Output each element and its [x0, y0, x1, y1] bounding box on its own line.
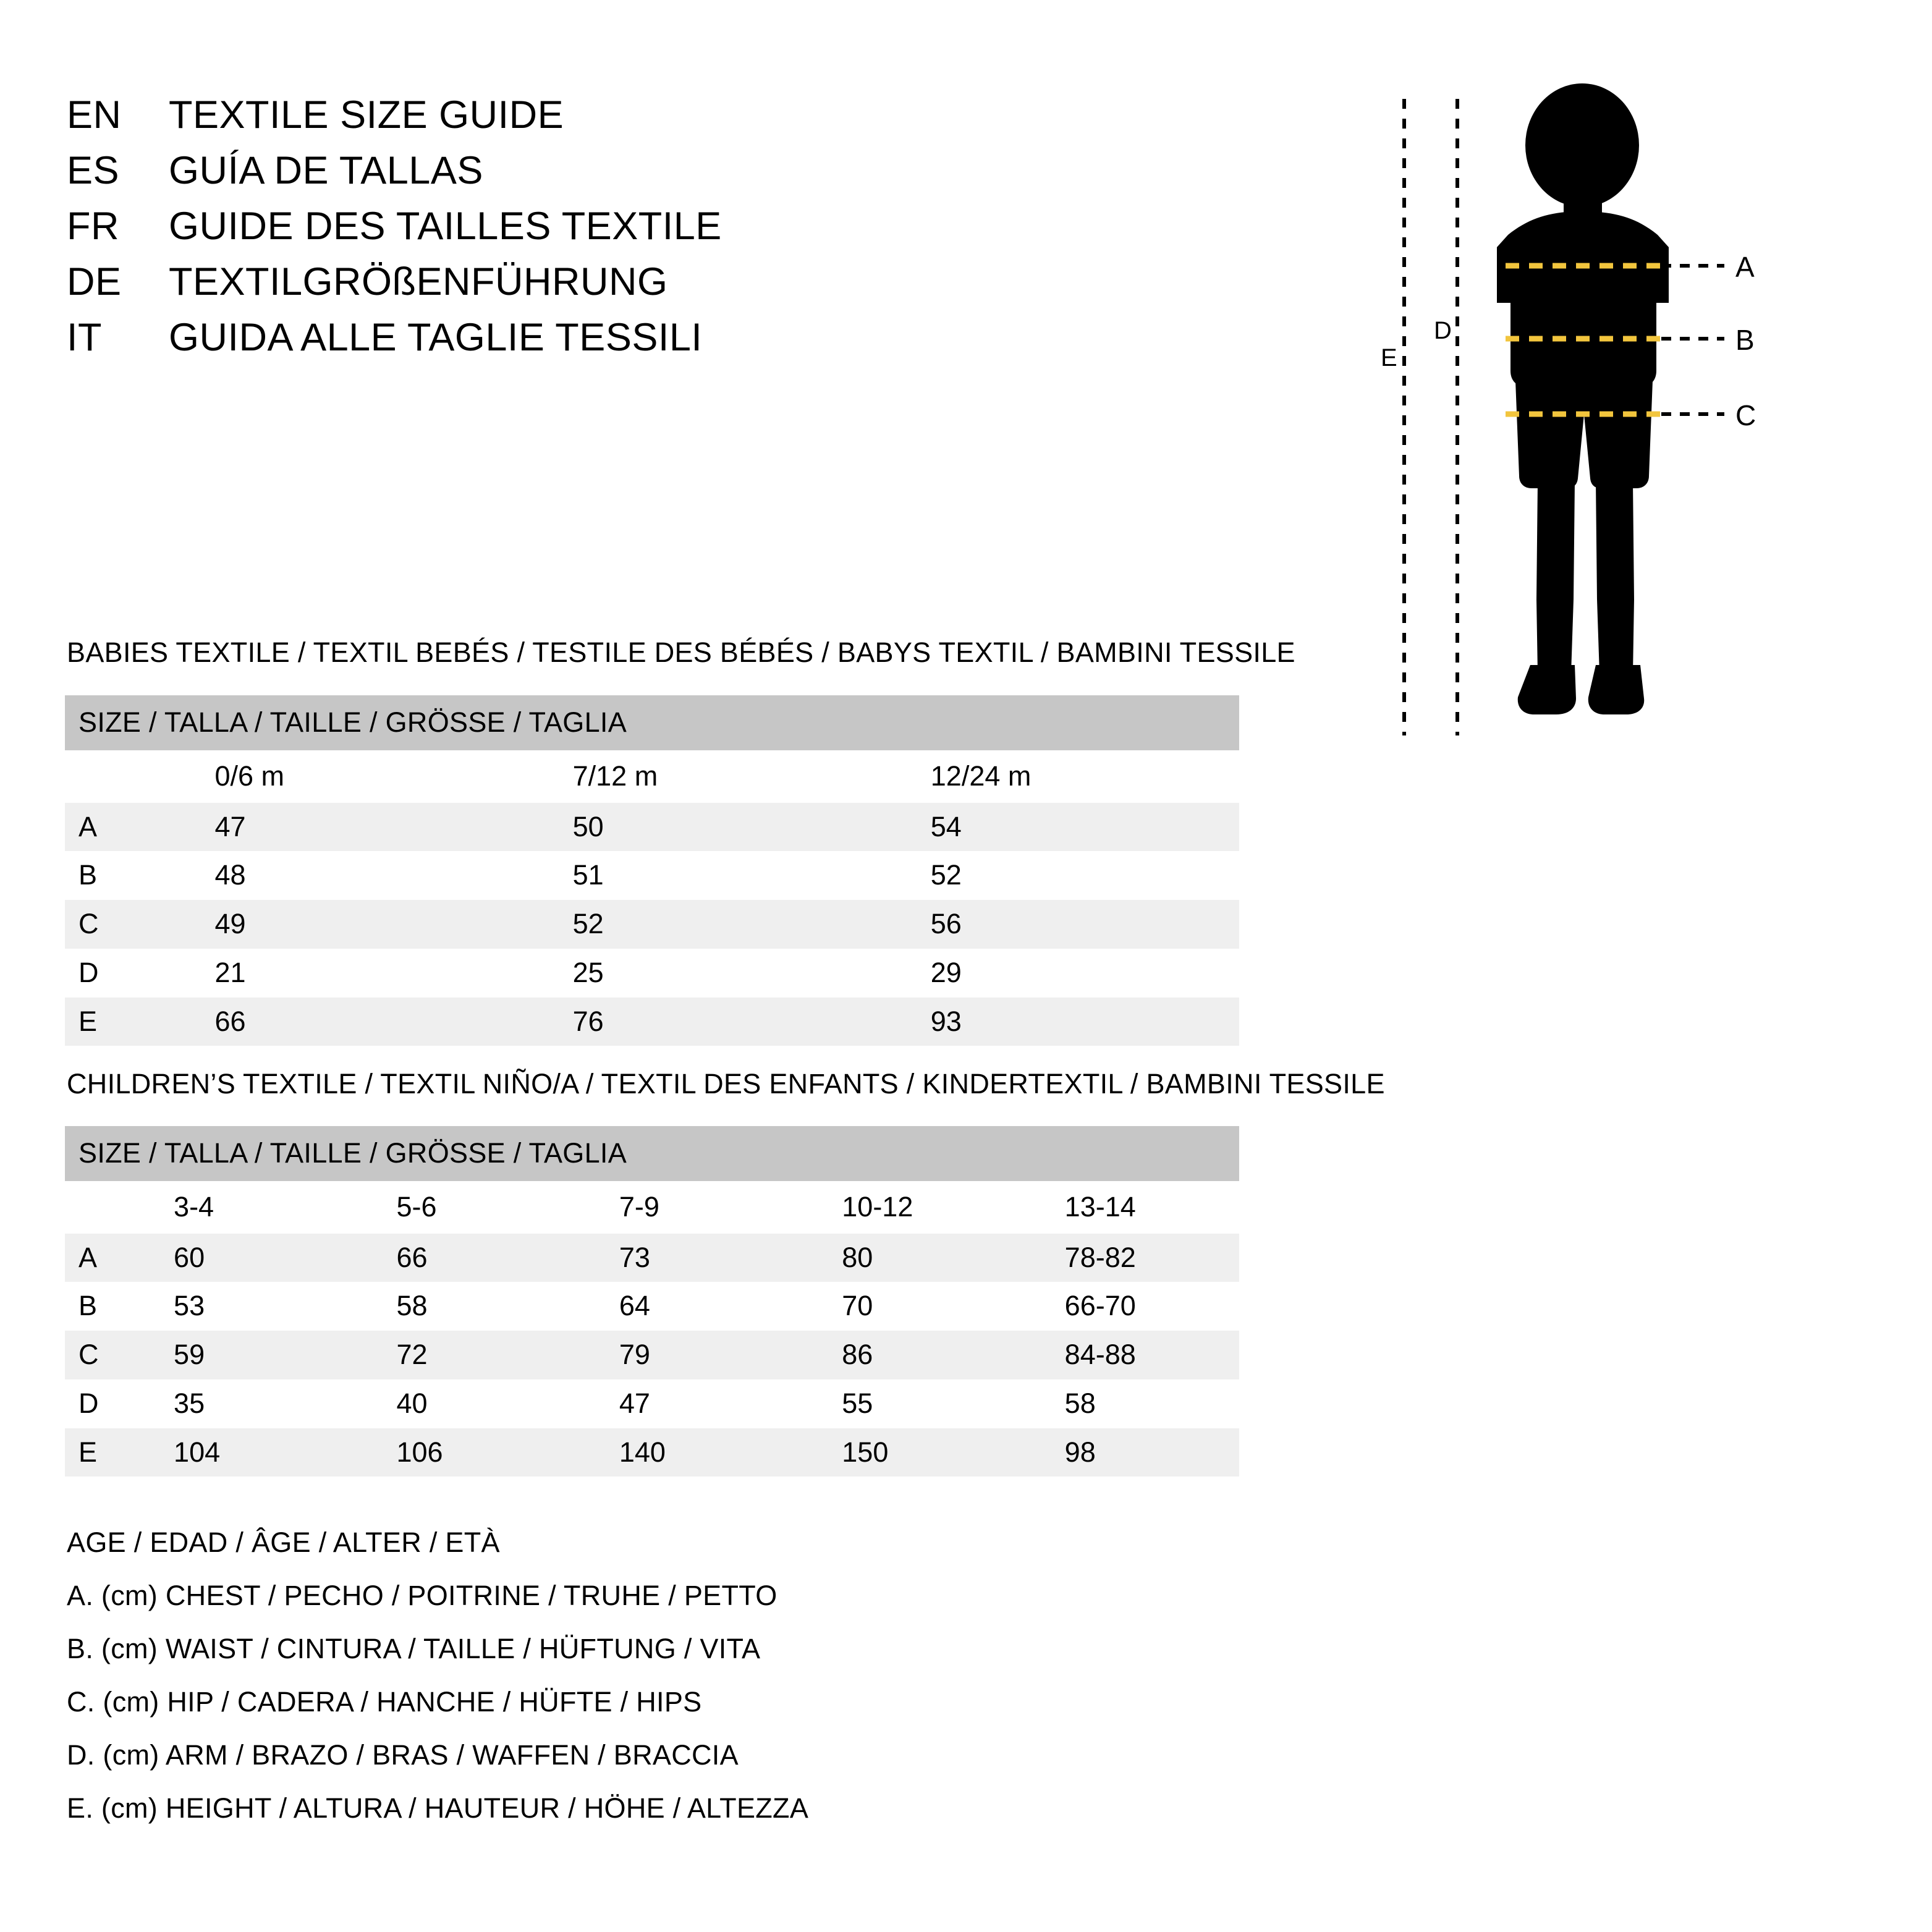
title-text-fr: GUIDE DES TAILLES TEXTILE	[169, 205, 722, 248]
children-size-band-label: SIZE / TALLA / TAILLE / GRÖSSE / TAGLIA	[65, 1126, 1239, 1181]
cell: 64	[619, 1290, 650, 1322]
empty-corner	[65, 1181, 127, 1234]
label-b: B	[1735, 324, 1755, 356]
cell: 84-88	[1019, 1331, 1239, 1379]
cell: 53	[174, 1290, 205, 1322]
cell: 66	[165, 998, 523, 1046]
children-size-table	[65, 1126, 1239, 1477]
title-text-es: GUÍA DE TALLAS	[169, 149, 483, 192]
cell: 50	[523, 803, 881, 852]
table-row	[65, 998, 1239, 1046]
children-column-header: 5-6	[396, 1190, 437, 1222]
title-row	[67, 315, 1241, 360]
title-lang-fr: FR	[67, 205, 119, 248]
cell: 66-70	[1064, 1290, 1136, 1322]
cell: 98	[1019, 1428, 1239, 1477]
cell: 52	[930, 859, 962, 891]
cell: 58	[396, 1290, 428, 1322]
babies-size-table	[65, 695, 1239, 1046]
title-text-de: TEXTILGRÖßENFÜHRUNG	[169, 260, 668, 303]
cell: 58	[1064, 1387, 1096, 1419]
table-header-band	[65, 695, 1239, 750]
row-label: A	[65, 1234, 127, 1282]
cell: 73	[573, 1234, 795, 1282]
cell: 21	[214, 956, 246, 988]
children-section-heading: CHILDREN’S TEXTILE / TEXTIL NIÑO/A / TEXTIL DES ENFANTS / KINDERTEXTIL / BAMBINI TESSILE	[67, 1068, 1385, 1099]
title-text-it: GUIDA ALLE TAGLIE TESSILI	[169, 316, 703, 359]
row-label: B	[78, 1290, 98, 1322]
table-row	[65, 851, 1239, 900]
table-row	[65, 1234, 1239, 1282]
cell: 93	[881, 998, 1239, 1046]
table-row	[65, 1282, 1239, 1331]
cell: 49	[165, 900, 523, 949]
cell: 150	[795, 1428, 1018, 1477]
cell: 47	[165, 803, 523, 852]
cell: 48	[214, 859, 246, 891]
cell: 51	[572, 859, 604, 891]
table-row	[65, 1379, 1239, 1428]
cell: 79	[573, 1331, 795, 1379]
table-row	[65, 900, 1239, 949]
row-label: E	[65, 998, 165, 1046]
cell: 47	[619, 1387, 650, 1419]
title-lang-de: DE	[67, 260, 122, 303]
cell: 59	[127, 1331, 350, 1379]
cell: 29	[930, 956, 962, 988]
label-e: E	[1381, 344, 1397, 371]
cell: 66	[350, 1234, 572, 1282]
cell: 54	[881, 803, 1239, 852]
title-text-en: TEXTILE SIZE GUIDE	[169, 93, 564, 137]
row-label: C	[65, 1331, 127, 1379]
table-row	[65, 1331, 1239, 1379]
table-column-headers	[65, 1181, 1239, 1234]
label-a: A	[1735, 251, 1755, 283]
cell: 140	[573, 1428, 795, 1477]
table-column-headers	[65, 750, 1239, 803]
row-label: C	[65, 900, 165, 949]
children-column-header: 3-4	[174, 1190, 214, 1222]
title-row	[67, 260, 1241, 304]
cell: 106	[350, 1428, 572, 1477]
label-c: C	[1735, 399, 1756, 431]
cell: 72	[350, 1331, 572, 1379]
title-lang-es: ES	[67, 149, 120, 192]
row-label: A	[65, 803, 165, 852]
children-column-header: 7-9	[619, 1190, 659, 1222]
cell: 52	[523, 900, 881, 949]
title-row	[67, 93, 1241, 137]
cell: 55	[842, 1387, 873, 1419]
legend-item-a: A. (cm) CHEST / PECHO / POITRINE / TRUHE / PETTO	[67, 1580, 777, 1611]
cell: 60	[127, 1234, 350, 1282]
measurement-figure	[1378, 80, 1866, 760]
cell: 70	[842, 1290, 873, 1322]
label-d: D	[1434, 317, 1452, 344]
cell: 80	[795, 1234, 1018, 1282]
title-row	[67, 148, 1241, 193]
children-column-header: 13-14	[1064, 1190, 1136, 1222]
legend-title: AGE / EDAD / ÂGE / ALTER / ETÀ	[67, 1527, 500, 1558]
babies-column-header: 12/24 m	[930, 760, 1032, 792]
cell: 56	[881, 900, 1239, 949]
title-lang-en: EN	[67, 93, 122, 137]
empty-corner	[65, 750, 165, 803]
children-column-header: 10-12	[842, 1190, 913, 1222]
title-block	[67, 93, 1241, 371]
cell: 40	[396, 1387, 428, 1419]
legend-item-d: D. (cm) ARM / BRAZO / BRAS / WAFFEN / BRACCIA	[67, 1739, 739, 1771]
table-header-band	[65, 1126, 1239, 1181]
cell: 76	[523, 998, 881, 1046]
row-label: D	[78, 956, 99, 988]
child-silhouette-icon	[1378, 80, 1866, 760]
title-row	[67, 204, 1241, 248]
babies-column-header: 7/12 m	[572, 760, 658, 792]
table-row	[65, 803, 1239, 852]
legend-item-b: B. (cm) WAIST / CINTURA / TAILLE / HÜFTUNG / VITA	[67, 1633, 761, 1664]
babies-size-band-label: SIZE / TALLA / TAILLE / GRÖSSE / TAGLIA	[65, 695, 1239, 750]
title-lang-it: IT	[67, 316, 102, 359]
cell: 35	[174, 1387, 205, 1419]
cell: 25	[572, 956, 604, 988]
table-row	[65, 1428, 1239, 1477]
legend-item-c: C. (cm) HIP / CADERA / HANCHE / HÜFTE / HIPS	[67, 1686, 702, 1718]
legend-item-e: E. (cm) HEIGHT / ALTURA / HAUTEUR / HÖHE / ALTEZZA	[67, 1792, 809, 1824]
cell: 86	[795, 1331, 1018, 1379]
cell: 78-82	[1019, 1234, 1239, 1282]
row-label: D	[78, 1387, 99, 1419]
cell: 104	[127, 1428, 350, 1477]
babies-column-header: 0/6 m	[214, 760, 284, 792]
table-row	[65, 949, 1239, 998]
babies-section-heading: BABIES TEXTILE / TEXTIL BEBÉS / TESTILE DES BÉBÉS / BABYS TEXTIL / BAMBINI TESSILE	[67, 637, 1295, 668]
row-label: B	[78, 859, 98, 891]
legend-block	[67, 1527, 808, 1845]
row-label: E	[65, 1428, 127, 1477]
